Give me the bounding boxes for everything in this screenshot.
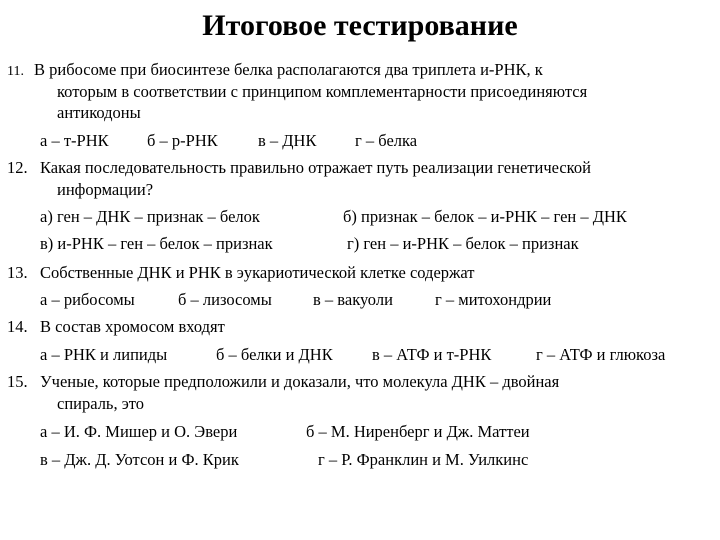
answer-option-c: в – Дж. Д. Уотсон и Ф. Крик	[40, 450, 239, 469]
answer-option-a: а) ген – ДНК – признак – белок	[40, 207, 260, 226]
question-text-line: спираль, это	[57, 394, 145, 413]
answer-option-a: а – И. Ф. Мишер и О. Эвери	[40, 422, 238, 441]
answer-option-c: в) и-РНК – ген – белок – признак	[40, 234, 273, 253]
question-text-line: которым в соответствии с принципом комплементарности присоединяются	[57, 82, 588, 101]
answer-option-c: в – вакуоли	[313, 290, 393, 309]
answer-option-d: г – митохондрии	[435, 290, 552, 309]
answer-option-a: а – РНК и липиды	[40, 345, 168, 364]
question-text-line: информации?	[57, 180, 154, 199]
answer-option-b: б – р-РНК	[147, 131, 218, 150]
answer-option-d: г – Р. Франклин и М. Уилкинс	[318, 450, 529, 469]
question-text-line: антикодоны	[57, 103, 141, 122]
answer-option-d: г) ген – и-РНК – белок – признак	[347, 234, 579, 253]
answer-option-d: г – белка	[355, 131, 418, 150]
answer-option-a: а – рибосомы	[40, 290, 135, 309]
answer-option-c: в – ДНК	[258, 131, 317, 150]
answer-option-a: а – т-РНК	[40, 131, 109, 150]
answer-option-d: г – АТФ и глюкоза	[536, 345, 666, 364]
question-text-line: Собственные ДНК и РНК в эукариотической клетке содержат	[40, 263, 475, 282]
question-number: 13.	[7, 263, 28, 282]
question-number: 14.	[7, 317, 28, 336]
question-text-line: В рибосоме при биосинтезе белка располагаются два триплета и-РНК, к	[34, 60, 543, 79]
answer-option-b: б – М. Ниренберг и Дж. Маттеи	[306, 422, 530, 441]
page-title: Итоговое тестирование	[202, 9, 518, 42]
question-number: 12.	[7, 158, 28, 177]
question-number: 15.	[7, 372, 28, 391]
answer-option-b: б – белки и ДНК	[216, 345, 333, 364]
answer-option-b: б) признак – белок – и-РНК – ген – ДНК	[343, 207, 627, 226]
question-number: 11.	[7, 64, 24, 79]
answer-option-b: б – лизосомы	[178, 290, 272, 309]
question-text-line: Какая последовательность правильно отражает путь реализации генетической	[40, 158, 591, 177]
answer-option-c: в – АТФ и т-РНК	[372, 345, 492, 364]
question-text-line: Ученые, которые предположили и доказали, что молекула ДНК – двойная	[40, 372, 560, 391]
question-text-line: В состав хромосом входят	[40, 317, 225, 336]
